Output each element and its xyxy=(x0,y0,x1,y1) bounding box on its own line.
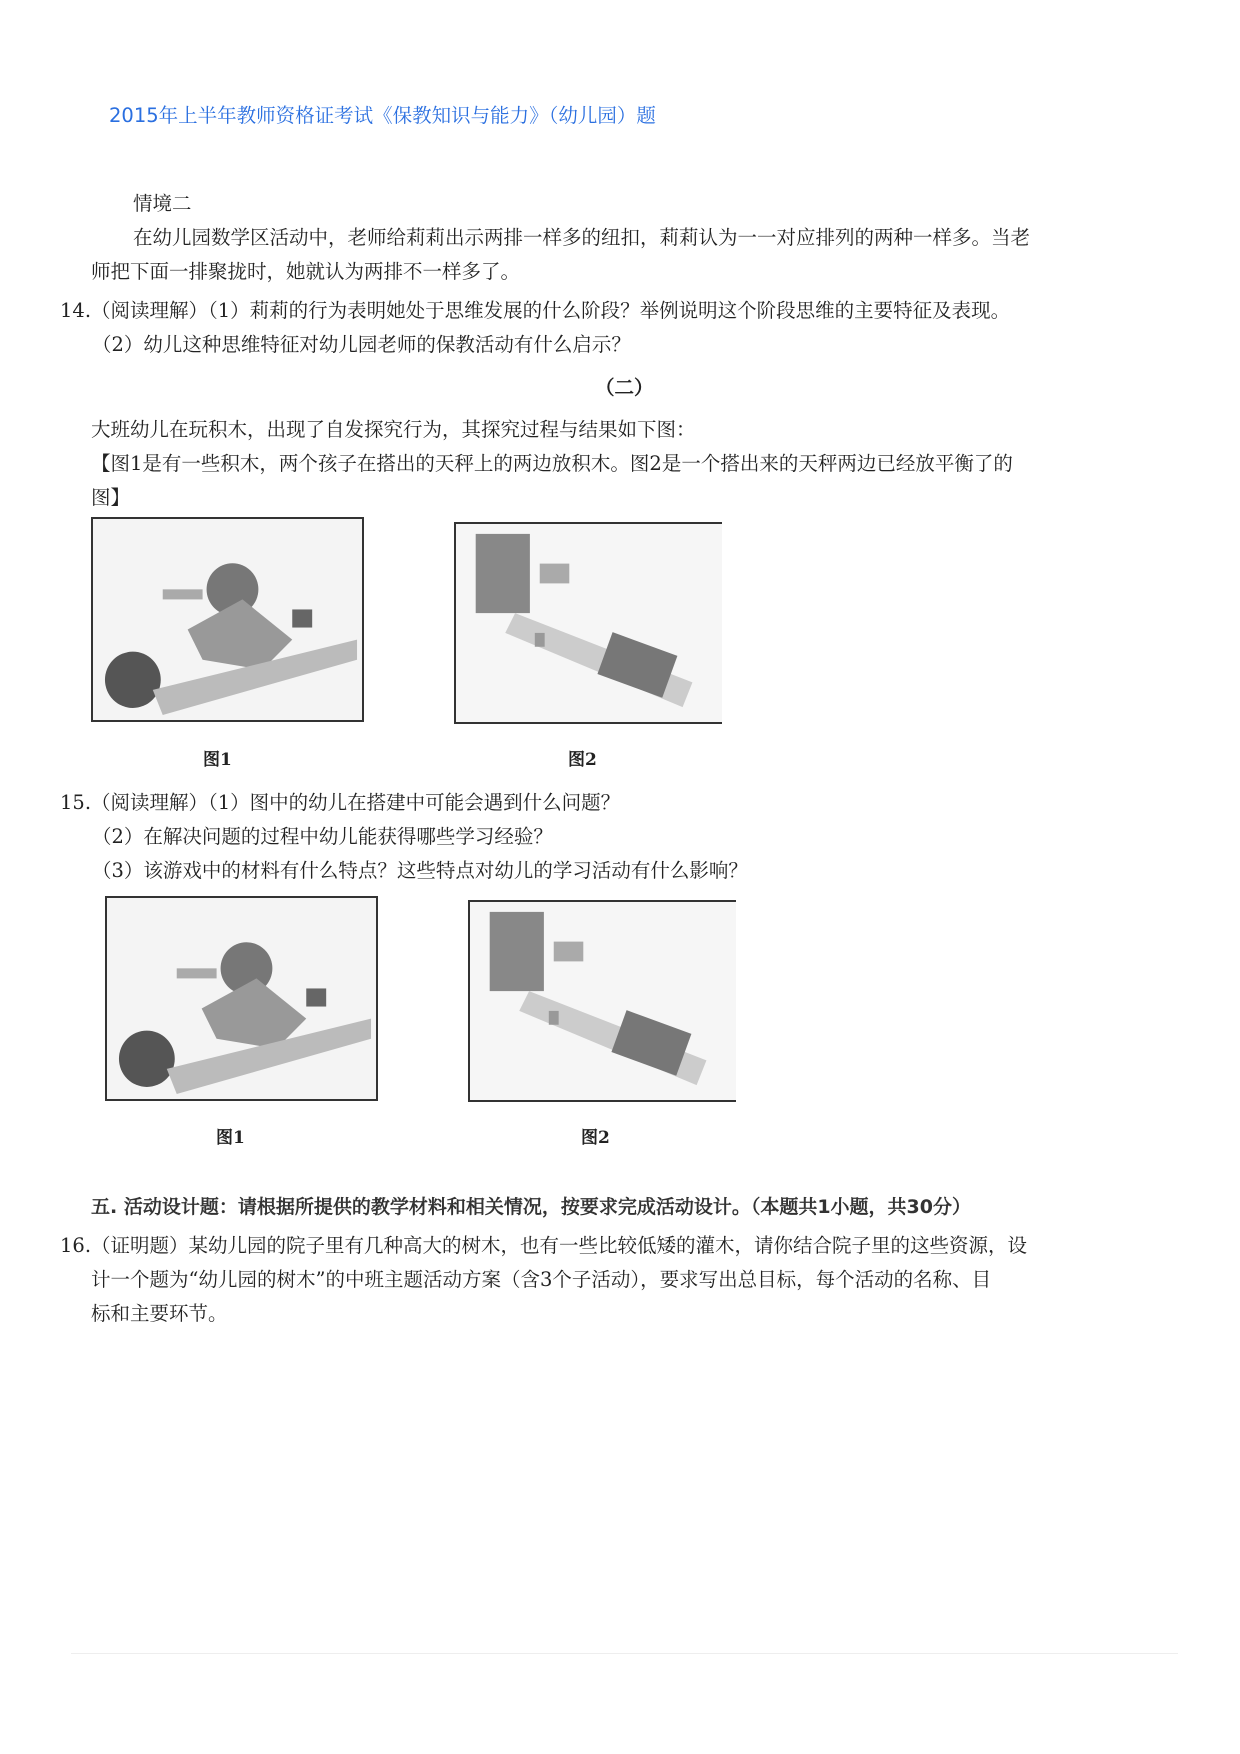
figure-1-caption: 图1 xyxy=(216,1128,245,1148)
question-15-part2: （2）在解决问题的过程中幼儿能获得哪些学习经验？ xyxy=(92,825,553,848)
figure-description: 图】 xyxy=(91,486,131,509)
scenario-heading: 情境二 xyxy=(133,192,192,215)
figure-1-image xyxy=(105,896,378,1101)
scenario-text-line: 师把下面一排聚拢时，她就认为两排不一样多了。 xyxy=(91,260,521,283)
figure-2-image xyxy=(454,522,722,724)
question-14-part2: （2）幼儿这种思维特征对幼儿园老师的保教活动有什么启示？ xyxy=(92,333,631,356)
scenario-text-line: 在幼儿园数学区活动中，老师给莉莉出示两排一样多的纽扣，莉莉认为一一对应排列的两种一样多。当老 xyxy=(133,226,1031,249)
footer-divider xyxy=(71,1653,1178,1654)
question-14: 14.（阅读理解）（1）莉莉的行为表明她处于思维发展的什么阶段？举例说明这个阶段思维的主要特征及表现。 xyxy=(60,299,1011,322)
section-heading: （二） xyxy=(595,376,654,399)
question-15-part3: （3）该游戏中的材料有什么特点？这些特点对幼儿的学习活动有什么影响？ xyxy=(92,859,748,882)
question-16-line: 标和主要环节。 xyxy=(91,1302,228,1325)
figure-1-caption: 图1 xyxy=(203,750,232,770)
figure-2-caption: 图2 xyxy=(581,1128,610,1148)
figure-2-image xyxy=(468,900,736,1102)
section-5-heading: 五. 活动设计题：请根据所提供的教学材料和相关情况，按要求完成活动设计。（本题共1小题，共30分） xyxy=(91,1196,971,1218)
document-title: 2015年上半年教师资格证考试《保教知识与能力》（幼儿园）题 xyxy=(109,104,656,127)
figure-description: 【图1是有一些积木，两个孩子在搭出的天秤上的两边放积木。图2是一个搭出来的天秤两边已经放平衡了的 xyxy=(91,452,1013,475)
section-intro: 大班幼儿在玩积木，出现了自发探究行为，其探究过程与结果如下图： xyxy=(91,418,696,441)
figure-1-image xyxy=(91,517,364,722)
question-15: 15.（阅读理解）（1）图中的幼儿在搭建中可能会遇到什么问题？ xyxy=(60,791,621,814)
question-16: 16.（证明题）某幼儿园的院子里有几种高大的树木，也有一些比较低矮的灌木，请你结合院子里的这些资源，设 xyxy=(60,1234,1028,1257)
figure-2-caption: 图2 xyxy=(568,750,597,770)
question-16-line: 计一个题为“幼儿园的树木”的中班主题活动方案（含3个子活动），要求写出总目标，每个活动的名称、目 xyxy=(91,1268,992,1291)
